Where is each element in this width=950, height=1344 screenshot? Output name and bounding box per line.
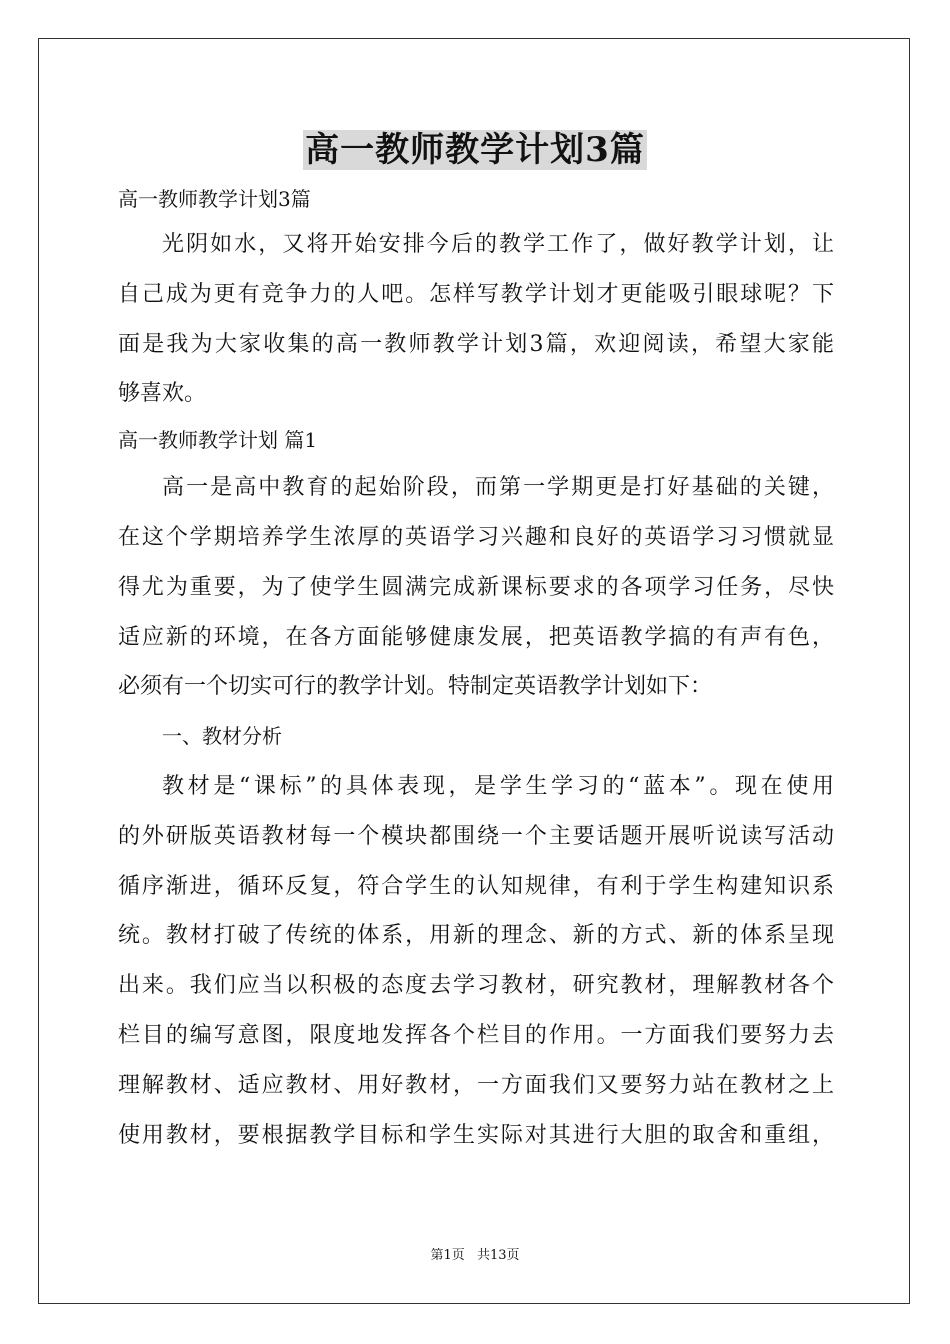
material-line: 理解教材、适应教材、用好教材，一方面我们又要努力站在教材之上 [118,1072,834,1098]
document-subtitle: 高一教师教学计划3篇 [118,187,311,211]
document-body [118,182,834,1160]
section-heading: 高一教师教学计划 篇1 [118,428,318,453]
page-number: 第1页 [430,1248,465,1263]
intro-line: 光阴如水，又将开始安排今后的教学工作了，做好教学计划，让 [162,232,834,257]
document-title-text: 高一教师教学计划3篇 [305,130,645,170]
material-line: 的外研版英语教材每一个模块都围绕一个主要话题开展听说读写活动 [118,823,834,849]
material-line: 教材是“课标”的具体表现，是学生学习的“蓝本”。现在使用 [162,773,834,799]
intro-paragraph [118,220,834,419]
page-total: 共13页 [476,1248,520,1263]
material-line: 使用教材，要根据教学目标和学生实际对其进行大胆的取舍和重组， [118,1122,834,1148]
section1-line: 得尤为重要，为了使学生圆满完成新课标要求的各项学习任务，尽快 [118,574,834,600]
section1-line: 必须有一个切实可行的教学计划。特制定英语教学计划如下： [118,674,713,700]
material-line: 循序渐进，循环反复，符合学生的认知规律，有利于学生构建知识系 [118,873,834,899]
intro-line: 够喜欢。 [118,381,207,407]
intro-line: 面是我为大家收集的高一教师教学计划3篇，欢迎阅读，希望大家能 [118,331,834,357]
material-line: 出来。我们应当以积极的态度去学习教材，研究教材，理解教材各个 [118,973,834,999]
material-line: 栏目的编写意图，限度地发挥各个栏目的作用。一方面我们要努力去 [118,1022,834,1048]
material-paragraph [118,762,834,1160]
intro-line: 自己成为更有竞争力的人吧。怎样写教学计划才更能吸引眼球呢？下 [118,281,834,307]
section1-line: 在这个学期培养学生浓厚的英语学习兴趣和良好的英语学习习惯就显 [118,524,834,550]
section1-line: 高一是高中教育的起始阶段，而第一学期更是打好基础的关键， [162,475,834,501]
section1-paragraph [118,463,834,712]
section1-line: 适应新的环境，在各方面能够健康发展，把英语教学搞的有声有色， [118,624,834,650]
material-line: 统。教材打破了传统的体系，用新的理念、新的方式、新的体系呈现 [118,923,834,949]
document-title [0,128,950,172]
material-analysis-heading: 一、教材分析 [162,724,282,749]
page-footer [0,1247,950,1265]
